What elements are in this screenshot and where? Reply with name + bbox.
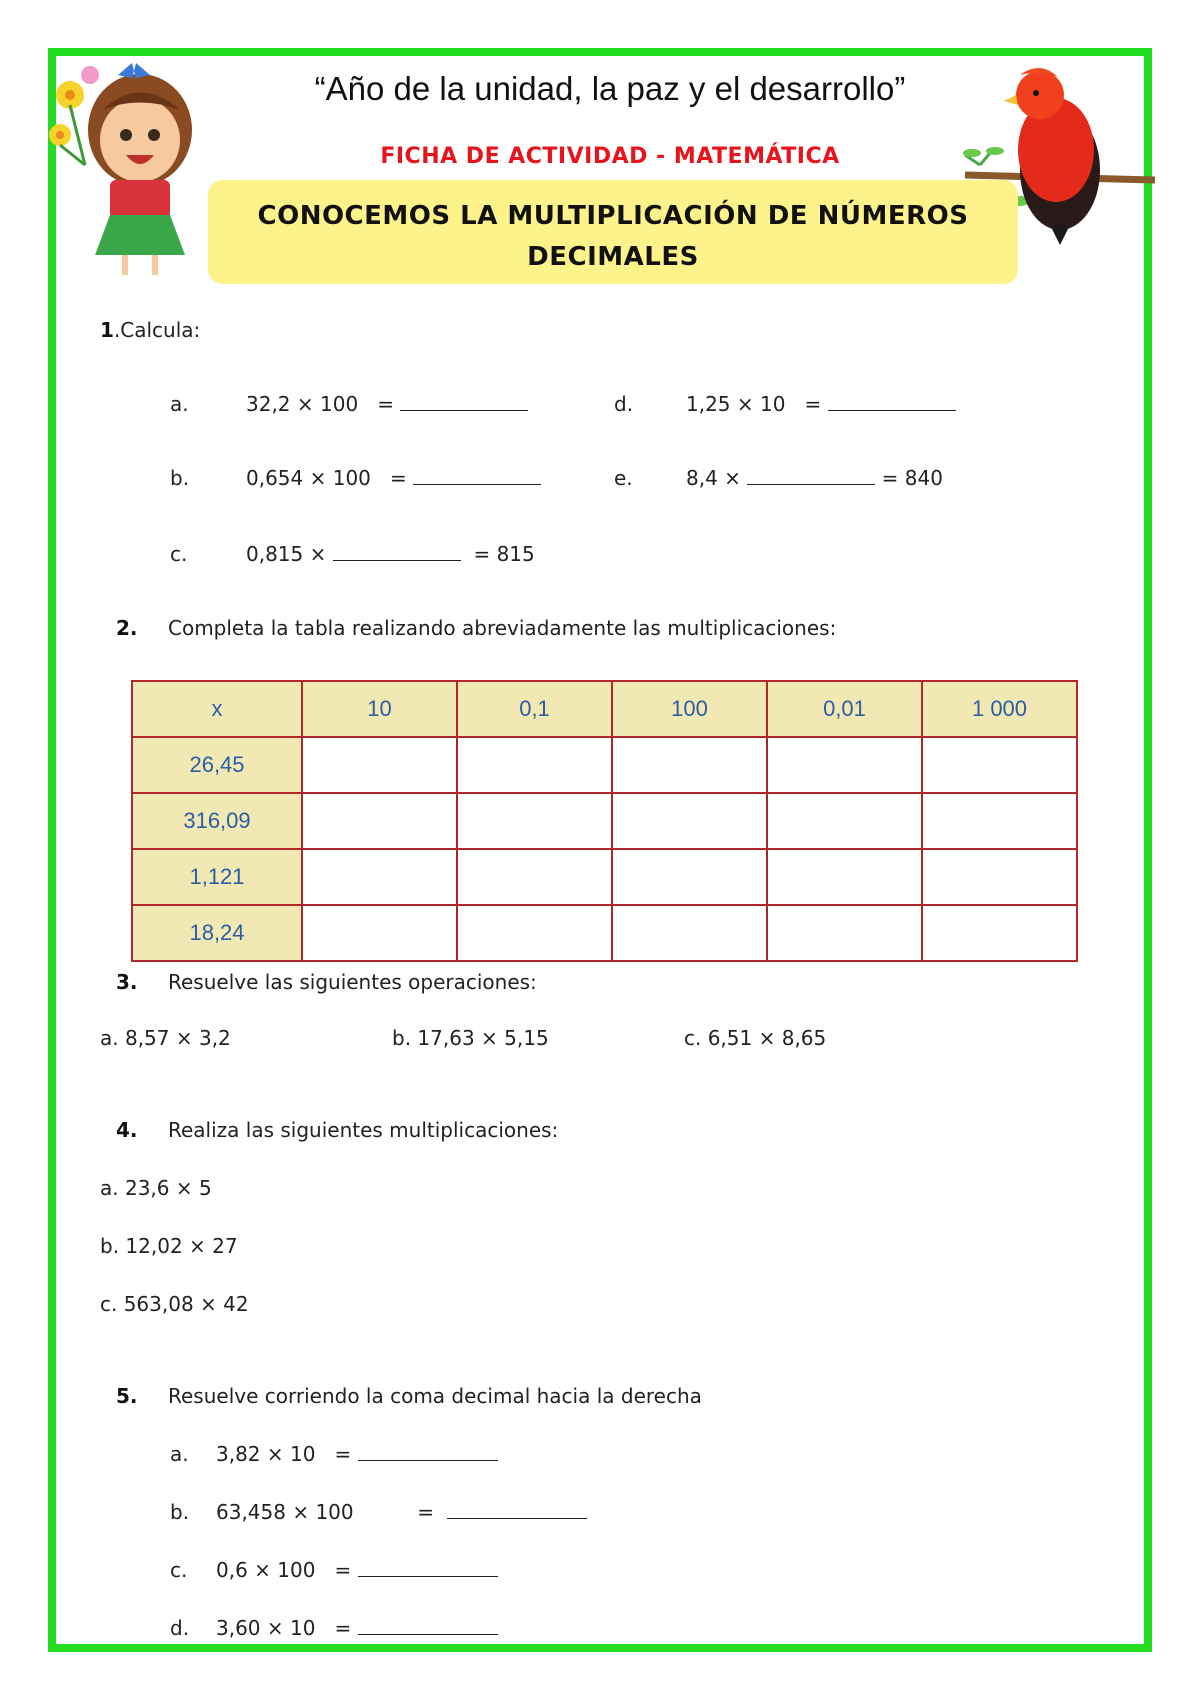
answer-cell[interactable] xyxy=(767,849,922,905)
section-3-title: Resuelve las siguientes operaciones: xyxy=(168,970,537,994)
row-header: 316,09 xyxy=(132,793,302,849)
equals: = xyxy=(334,1442,352,1466)
answer-cell[interactable] xyxy=(302,793,457,849)
table-row xyxy=(132,793,1077,849)
equals: = xyxy=(334,1616,352,1640)
section-4-number: 4. xyxy=(116,1118,138,1142)
section-5-number: 5. xyxy=(116,1384,138,1408)
column-header: 100 xyxy=(612,681,767,737)
answer-cell[interactable] xyxy=(767,793,922,849)
answer-cell[interactable] xyxy=(457,793,612,849)
answer-cell[interactable] xyxy=(612,849,767,905)
operation-3b: b. 17,63 × 5,15 xyxy=(392,1026,549,1050)
answer-cell[interactable] xyxy=(457,905,612,961)
section-1-number: 1 xyxy=(100,318,114,342)
answer-cell[interactable] xyxy=(922,793,1077,849)
section-2-title: Completa la tabla realizando abreviadamente las multiplicaciones: xyxy=(168,616,837,640)
answer-cell[interactable] xyxy=(922,905,1077,961)
table-corner: x xyxy=(132,681,302,737)
exercise-5b-letter: b. xyxy=(170,1500,190,1524)
exercise-5b-body xyxy=(216,1500,587,1524)
answer-blank[interactable] xyxy=(747,466,875,485)
equals: = xyxy=(804,392,822,416)
table-row xyxy=(132,905,1077,961)
answer-blank[interactable] xyxy=(828,392,956,411)
column-header: 0,01 xyxy=(767,681,922,737)
exercise-5d-body xyxy=(216,1616,498,1640)
equals: = xyxy=(377,392,395,416)
year-motto: “Año de la unidad, la paz y el desarrollo” xyxy=(314,70,906,107)
result: 815 xyxy=(496,542,535,566)
title-line-2: DECIMALES xyxy=(527,242,699,272)
table-header-row xyxy=(132,681,1077,737)
exercise-1b xyxy=(170,466,189,490)
answer-cell[interactable] xyxy=(302,849,457,905)
exercise-5d-letter: d. xyxy=(170,1616,190,1640)
expression: 3,82 × 10 xyxy=(216,1442,316,1466)
exercise-1d xyxy=(614,392,633,416)
exercise-letter: b. xyxy=(170,466,190,490)
exercise-1c xyxy=(170,542,187,566)
exercise-5a-body xyxy=(216,1442,498,1466)
multiplication-table xyxy=(131,680,1078,962)
column-header: 1 000 xyxy=(922,681,1077,737)
expression: 0,6 × 100 xyxy=(216,1558,316,1582)
girl-with-flowers-icon xyxy=(40,55,215,275)
operation-3a: a. 8,57 × 3,2 xyxy=(100,1026,231,1050)
section-1-title: .Calcula: xyxy=(113,318,201,342)
operation-4c: c. 563,08 × 42 xyxy=(100,1292,249,1316)
answer-cell[interactable] xyxy=(302,905,457,961)
operation-4a: a. 23,6 × 5 xyxy=(100,1176,212,1200)
worksheet-label: FICHA DE ACTIVIDAD - MATEMÁTICA xyxy=(380,144,840,169)
result: 840 xyxy=(904,466,943,490)
equals: = xyxy=(389,466,407,490)
exercise-1c-body xyxy=(246,542,535,566)
column-header: 0,1 xyxy=(457,681,612,737)
exercise-letter: e. xyxy=(614,466,633,490)
answer-cell[interactable] xyxy=(767,737,922,793)
equals: = xyxy=(473,542,491,566)
answer-blank[interactable] xyxy=(447,1500,587,1519)
answer-cell[interactable] xyxy=(612,737,767,793)
exercise-1a xyxy=(170,392,189,416)
answer-cell[interactable] xyxy=(767,905,922,961)
exercise-letter: a. xyxy=(170,392,189,416)
row-header: 26,45 xyxy=(132,737,302,793)
exercise-1e xyxy=(614,466,633,490)
equals: = xyxy=(881,466,899,490)
row-header: 1,121 xyxy=(132,849,302,905)
answer-blank[interactable] xyxy=(358,1558,498,1577)
answer-cell[interactable] xyxy=(922,849,1077,905)
answer-cell[interactable] xyxy=(457,849,612,905)
section-3-number: 3. xyxy=(116,970,138,994)
exercise-5c-letter: c. xyxy=(170,1558,188,1582)
section-1-heading xyxy=(100,318,200,342)
exercise-1e-body xyxy=(686,466,943,490)
operation-3c: c. 6,51 × 8,65 xyxy=(684,1026,827,1050)
answer-cell[interactable] xyxy=(612,793,767,849)
exercise-1b-body xyxy=(246,466,541,490)
answer-cell[interactable] xyxy=(922,737,1077,793)
answer-blank[interactable] xyxy=(400,392,528,411)
answer-blank[interactable] xyxy=(358,1442,498,1461)
operation-4b: b. 12,02 × 27 xyxy=(100,1234,238,1258)
expression: 0,654 × 100 xyxy=(246,466,371,490)
table-row xyxy=(132,849,1077,905)
answer-cell[interactable] xyxy=(457,737,612,793)
exercise-5c-body xyxy=(216,1558,498,1582)
answer-cell[interactable] xyxy=(302,737,457,793)
answer-blank[interactable] xyxy=(358,1616,498,1635)
expression: 0,815 × xyxy=(246,542,327,566)
row-header: 18,24 xyxy=(132,905,302,961)
answer-blank[interactable] xyxy=(413,466,541,485)
expression: 3,60 × 10 xyxy=(216,1616,316,1640)
column-header: 10 xyxy=(302,681,457,737)
exercise-5a-letter: a. xyxy=(170,1442,189,1466)
expression: 1,25 × 10 xyxy=(686,392,786,416)
exercise-letter: d. xyxy=(614,392,634,416)
exercise-1d-body xyxy=(686,392,956,416)
exercise-letter: c. xyxy=(170,542,188,566)
expression: 8,4 × xyxy=(686,466,741,490)
answer-cell[interactable] xyxy=(612,905,767,961)
title-line-1: CONOCEMOS LA MULTIPLICACIÓN DE NÚMEROS xyxy=(257,201,969,231)
equals: = xyxy=(417,1500,434,1524)
worksheet-title xyxy=(208,196,1018,278)
section-4-title: Realiza las siguientes multiplicaciones: xyxy=(168,1118,559,1142)
equals: = xyxy=(334,1558,352,1582)
answer-blank[interactable] xyxy=(333,542,461,561)
table-row xyxy=(132,737,1077,793)
section-5-title: Resuelve corriendo la coma decimal hacia la derecha xyxy=(168,1384,702,1408)
exercise-1a-body xyxy=(246,392,528,416)
section-2-number: 2. xyxy=(116,616,138,640)
expression: 63,458 × 100 xyxy=(216,1500,354,1524)
expression: 32,2 × 100 xyxy=(246,392,359,416)
